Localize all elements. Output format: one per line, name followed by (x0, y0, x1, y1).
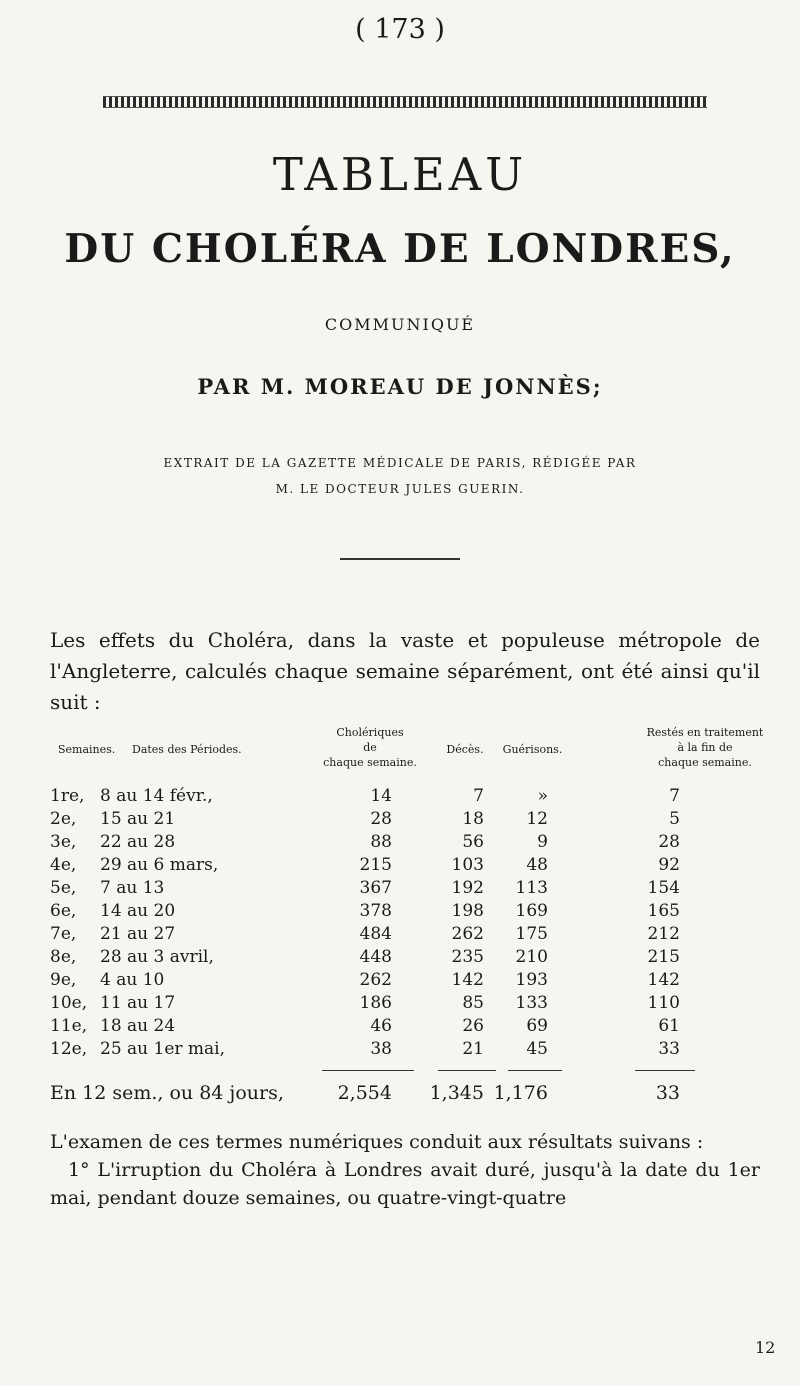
cell-week: 5e, (50, 878, 77, 898)
cell-remain: 212 (647, 924, 680, 944)
cell-cures: » (537, 786, 548, 806)
cell-deaths: 56 (462, 832, 484, 852)
cell-cholera: 378 (359, 901, 392, 921)
total-remain: 33 (655, 1082, 680, 1104)
cell-remain: 61 (658, 1016, 680, 1036)
cell-week: 7e, (50, 924, 77, 944)
cell-week: 11e, (50, 1016, 88, 1036)
cell-dates: 8 au 14 févr., (100, 786, 213, 806)
table-row (0, 924, 800, 946)
cell-week: 6e, (50, 901, 77, 921)
cell-dates: 28 au 3 avril, (100, 947, 214, 967)
table-row (0, 993, 800, 1015)
table-row (0, 947, 800, 969)
cell-cholera: 14 (370, 786, 392, 806)
col-header-cholera-line2: de (363, 741, 377, 754)
communique-label: COMMUNIQUÉ (324, 315, 476, 334)
cell-dates: 7 au 13 (100, 878, 165, 898)
cell-cures: 175 (515, 924, 548, 944)
page-number: ( 173 ) (355, 14, 445, 45)
cell-cholera: 262 (359, 970, 392, 990)
signature-mark: 12 (755, 1338, 776, 1357)
page-subtitle: DU CHOLÉRA DE LONDRES, (64, 226, 736, 272)
cell-remain: 5 (669, 809, 680, 829)
cell-dates: 29 au 6 mars, (100, 855, 219, 875)
cell-cures: 210 (515, 947, 548, 967)
cell-cures: 113 (515, 878, 548, 898)
cell-cholera: 28 (370, 809, 392, 829)
source-note-line1: EXTRAIT DE LA GAZETTE MÉDICALE DE PARIS, RÉDIGÉE PAR (163, 456, 637, 470)
table-row (0, 970, 800, 992)
cell-deaths: 18 (462, 809, 484, 829)
cell-deaths: 142 (451, 970, 484, 990)
col-header-cholera (310, 725, 430, 770)
conclusion-paragraph (50, 1128, 760, 1212)
cell-remain: 92 (658, 855, 680, 875)
cell-deaths: 7 (473, 786, 484, 806)
cell-cures: 9 (537, 832, 548, 852)
cell-remain: 215 (647, 947, 680, 967)
cell-dates: 4 au 10 (100, 970, 165, 990)
cell-deaths: 103 (451, 855, 484, 875)
cell-deaths: 262 (451, 924, 484, 944)
col-header-remain (630, 725, 780, 770)
cell-dates: 25 au 1er mai, (100, 1039, 226, 1059)
cell-cures: 169 (515, 901, 548, 921)
cell-dates: 11 au 17 (100, 993, 176, 1013)
col-header-cholera-line3: chaque semaine. (323, 756, 417, 769)
intro-paragraph: Les effets du Choléra, dans la vaste et populeuse métropole de l'Angleterre, calculés chaque semaine séparément, ont été ainsi qu'il suit : (50, 628, 760, 714)
cell-cholera: 38 (370, 1039, 392, 1059)
col-header-remain-line3: chaque semaine. (658, 756, 752, 769)
cell-deaths: 26 (462, 1016, 484, 1036)
total-deaths: 1,345 (429, 1082, 484, 1104)
conclusion-line2: 1° L'irruption du Choléra à Londres avait duré, jusqu'à la date du 1er mai, pendant douze semaines, ou quatre-vingt-quatre (50, 1159, 760, 1209)
cell-week: 8e, (50, 947, 77, 967)
table-row (0, 901, 800, 923)
col-header-cholera-line1: Cholériques (336, 726, 404, 739)
section-divider (340, 558, 460, 560)
cell-cholera: 88 (370, 832, 392, 852)
total-cures: 1,176 (493, 1082, 548, 1104)
conclusion-line1: L'examen de ces termes numériques conduit aux résultats suivans : (50, 1131, 704, 1153)
table-total-row (0, 1082, 800, 1104)
cell-remain: 28 (658, 832, 680, 852)
cell-cholera: 46 (370, 1016, 392, 1036)
cell-remain: 33 (658, 1039, 680, 1059)
cell-dates: 22 au 28 (100, 832, 176, 852)
cell-cholera: 186 (359, 993, 392, 1013)
cell-cholera: 215 (359, 855, 392, 875)
cell-deaths: 21 (462, 1039, 484, 1059)
sum-rule-remain (635, 1070, 695, 1071)
cell-deaths: 85 (462, 993, 484, 1013)
cell-remain: 7 (669, 786, 680, 806)
page-title: TABLEAU (272, 148, 528, 201)
author-line: PAR M. MOREAU DE JONNÈS; (197, 374, 603, 399)
table-row (0, 1016, 800, 1038)
cell-deaths: 198 (451, 901, 484, 921)
cell-week: 10e, (50, 993, 88, 1013)
cell-dates: 21 au 27 (100, 924, 176, 944)
col-header-remain-line2: à la fin de (677, 741, 733, 754)
table-row (0, 786, 800, 808)
cell-dates: 15 au 21 (100, 809, 176, 829)
cell-week: 4e, (50, 855, 77, 875)
sum-rule-deaths (438, 1070, 496, 1071)
cell-week: 3e, (50, 832, 77, 852)
source-note (0, 450, 800, 502)
cell-remain: 110 (647, 993, 680, 1013)
total-cholera: 2,554 (337, 1082, 392, 1104)
col-header-weeks: Semaines. (58, 743, 116, 756)
cell-remain: 142 (647, 970, 680, 990)
cell-cures: 69 (526, 1016, 548, 1036)
sum-rule-cholera (322, 1070, 414, 1071)
cell-remain: 154 (647, 878, 680, 898)
source-note-line2: M. LE DOCTEUR JULES GUERIN. (275, 482, 525, 496)
cell-cures: 45 (526, 1039, 548, 1059)
cell-remain: 165 (647, 901, 680, 921)
table-row (0, 878, 800, 900)
col-header-deaths: Décès. (446, 743, 484, 756)
cell-cures: 193 (515, 970, 548, 990)
cell-week: 12e, (50, 1039, 88, 1059)
table-row (0, 832, 800, 854)
cell-week: 9e, (50, 970, 77, 990)
cell-dates: 18 au 24 (100, 1016, 176, 1036)
cell-cholera: 448 (359, 947, 392, 967)
cell-dates: 14 au 20 (100, 901, 176, 921)
table-row (0, 855, 800, 877)
col-header-cures: Guérisons. (502, 743, 563, 756)
cell-cures: 48 (526, 855, 548, 875)
table-row (0, 809, 800, 831)
cell-deaths: 235 (451, 947, 484, 967)
cell-deaths: 192 (451, 878, 484, 898)
sum-rule-cures (508, 1070, 562, 1071)
cell-cholera: 484 (359, 924, 392, 944)
cell-week: 2e, (50, 809, 77, 829)
table-row (0, 1039, 800, 1061)
decorative-ornament-rule (103, 96, 707, 108)
col-header-dates: Dates des Périodes. (132, 743, 242, 756)
col-header-remain-line1: Restés en traitement (646, 726, 764, 739)
cell-cholera: 367 (359, 878, 392, 898)
cell-cures: 12 (526, 809, 548, 829)
cell-cures: 133 (515, 993, 548, 1013)
cell-week: 1re, (50, 786, 85, 806)
total-label: En 12 sem., ou 84 jours, (50, 1082, 284, 1104)
